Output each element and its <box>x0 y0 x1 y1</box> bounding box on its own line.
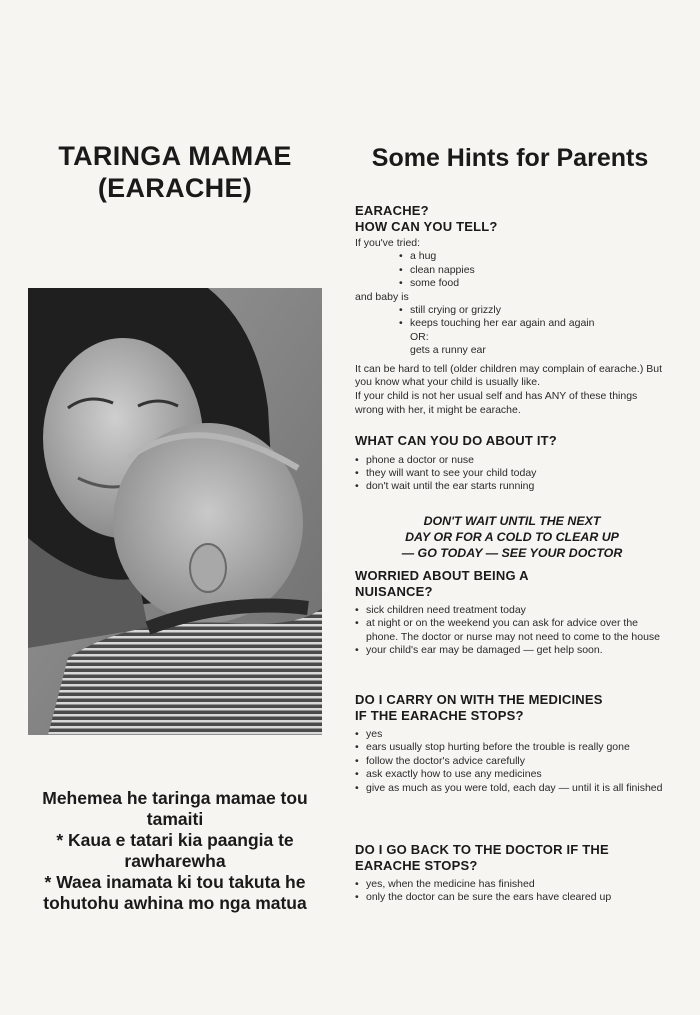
maori-line: Mehemea he taringa mamae tou <box>42 788 308 808</box>
section-heading: NUISANCE? <box>355 583 433 599</box>
title-subtitle: (EARACHE) <box>97 173 253 203</box>
maori-line: * Kaua e tatari kia paangia te <box>56 830 294 850</box>
section-heading: IF THE EARACHE STOPS? <box>355 707 524 723</box>
section-what-can-you-do <box>355 433 667 494</box>
list-item: • keeps touching her ear again and again <box>399 317 667 330</box>
list-item: • don't wait until the ear starts running <box>355 480 667 493</box>
list-item: • still crying or grizzly <box>399 304 667 317</box>
maori-message <box>20 788 330 914</box>
section-go-back <box>355 842 667 905</box>
list-item: • sick children need treatment today <box>355 604 667 617</box>
section-how-can-you-tell <box>355 203 667 417</box>
section-heading: DO I CARRY ON WITH THE MEDICINES <box>355 692 603 707</box>
list-item: • yes, when the medicine has finished <box>355 878 667 891</box>
hints-title: Some Hints for Parents <box>371 144 649 172</box>
photo-illustration <box>28 288 322 735</box>
list-item: • your child's ear may be damaged — get help soon. <box>355 644 667 657</box>
maori-line: tohutohu awhina mo nga matua <box>43 893 307 913</box>
mother-and-baby-photo <box>28 288 322 735</box>
paragraph: If your child is not her usual self and has ANY of these things wrong with her, it might be earache. <box>355 390 638 416</box>
title-line: TARINGA MAMAE <box>58 141 292 171</box>
list-item: • at night or on the weekend you can ask for advice over the phone. The doctor or nurse may not need to come to the house <box>355 617 667 644</box>
callout-line: DAY OR FOR A COLD TO CLEAR UP <box>405 530 619 544</box>
section-heading: EARACHE STOPS? <box>355 857 478 873</box>
go-back-list <box>355 878 667 905</box>
list-item: • give as much as you were told, each day — until it is all finished <box>355 782 667 795</box>
list-item: • ears usually stop hurting before the trouble is really gone <box>355 741 667 754</box>
list-item: • only the doctor can be sure the ears have cleared up <box>355 891 667 904</box>
section-heading: DO I GO BACK TO THE DOCTOR IF THE <box>355 842 609 857</box>
list-item: • phone a doctor or nuse <box>355 454 667 467</box>
section-heading: WHAT CAN YOU DO ABOUT IT? <box>355 433 557 448</box>
list-item: • ask exactly how to use any medicines <box>355 768 667 781</box>
section-nuisance <box>355 568 667 658</box>
action-list <box>355 454 667 494</box>
runny-ear-text: gets a runny ear <box>410 344 486 357</box>
callout-line: DON'T WAIT UNTIL THE NEXT <box>423 514 601 528</box>
list-item: • yes <box>355 728 667 741</box>
list-item: • follow the doctor's advice carefully <box>355 755 667 768</box>
section-medicines <box>355 692 667 795</box>
section-heading: EARACHE? <box>355 203 429 218</box>
list-item: • clean nappies <box>399 264 667 277</box>
maori-line: rawharewha <box>124 851 226 871</box>
nuisance-list <box>355 604 667 658</box>
and-baby-text: and baby is <box>355 290 409 303</box>
list-item: • they will want to see your child today <box>355 467 667 480</box>
signs-list <box>399 304 667 331</box>
callout-line: — GO TODAY — SEE YOUR DOCTOR <box>401 546 623 560</box>
list-item: • a hug <box>399 250 667 263</box>
medicine-list <box>355 728 667 795</box>
intro-text: If you've tried: <box>355 237 421 249</box>
warning-callout <box>352 513 672 561</box>
maori-line: tamaiti <box>146 809 204 829</box>
page-title <box>20 140 330 204</box>
paragraph: It can be hard to tell (older children may complain of earache.) But you know what your child is usually like. <box>355 362 662 389</box>
maori-line: * Waea inamata ki tou takuta he <box>44 872 306 892</box>
section-heading: HOW CAN YOU TELL? <box>355 218 498 234</box>
or-text: OR: <box>410 330 429 343</box>
list-item: • some food <box>399 277 667 290</box>
tried-list <box>399 250 667 290</box>
section-heading: WORRIED ABOUT BEING A <box>355 568 529 583</box>
